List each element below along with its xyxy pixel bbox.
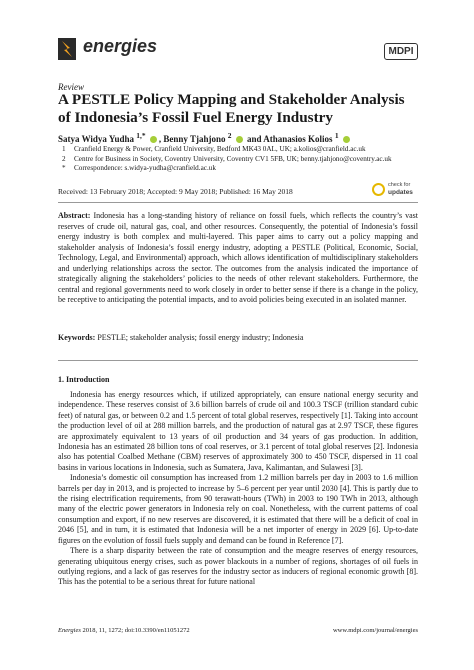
paper-title: A PESTLE Policy Mapping and Stakeholder Analysis of Indonesia’s Fossil Fuel Energy Industry — [58, 91, 405, 126]
abstract-label: Abstract: — [58, 211, 91, 220]
author-name[interactable]: Benny Tjahjono — [163, 134, 226, 144]
correspondence-text[interactable]: Correspondence: s.widya-yudha@cranfield.ac.uk — [74, 164, 216, 172]
author-marks: 1 — [334, 131, 339, 140]
author-joiner: and — [244, 134, 264, 144]
keywords-label: Keywords: — [58, 333, 96, 342]
divider — [58, 360, 418, 361]
orcid-icon[interactable] — [343, 136, 350, 143]
affiliation-mark: 1 — [62, 145, 66, 153]
publisher-logo: MDPI — [384, 43, 418, 60]
affiliation-mark: 2 — [62, 154, 66, 163]
affiliation — [62, 164, 418, 174]
article-type: Review — [58, 82, 84, 92]
author-name[interactable]: Satya Widya Yudha — [58, 134, 135, 144]
author-list — [58, 131, 418, 144]
affiliation-text: Cranfield Energy & Power, Cranfield University, Bedford MK43 0AL, UK; a.kolios@cranfield.ac.uk — [74, 145, 366, 153]
journal-name: energies — [83, 36, 158, 56]
journal-header — [58, 38, 418, 74]
paragraph: There is a sharp disparity between the rate of consumption and the meagre reserves of energy resources, generating ubiquitous energy crises, such as power blackouts in a number of regions, shortages of oil fuels in outlying regions, and a lack of gas reserves for the industry sector as inducers of regional economic growth [8]. This has the potential to be a serious threat for future national — [58, 546, 418, 587]
orcid-icon[interactable] — [236, 136, 243, 143]
divider — [58, 202, 418, 203]
journal-logo-icon — [58, 38, 76, 60]
keywords — [58, 333, 418, 344]
footer-citation — [58, 627, 190, 634]
paragraph: Indonesia has energy resources which, if utilized appropriately, can ensure national energy security and independence. These reserves consist of 3.6 billion barrels of crude oil and 100.3 TSCF (trillion standard cubic feet) of natural gas, or between 0.2 and 1.5 percent of total global reserves, respectively [1]. Taking into account the production level of oil at 288 million barrels, and the production of natural gas at 2.97 TSCF, these figures are approximately equivalent to 13 years of oil production and 34 years of gas production. In addition, Indonesia has an estimated 28 billion tons of coal reserves, or 3.1 percent of total global reserves [2]. Indonesia also has potential Coalbed Methane (CBM) reserves of approximately 300 to 450 TSCF, dispersed in 11 coal basins in various locations in Indonesia, such as Sumatera, Java, Kalimantan, and Sulawesi [3]. — [58, 390, 418, 472]
affiliation — [62, 155, 418, 165]
affiliation — [62, 145, 418, 155]
check-updates-line2: updates — [388, 189, 413, 196]
author-marks: 2 — [227, 131, 232, 140]
check-for-updates-button[interactable] — [372, 182, 418, 198]
abstract-text: Indonesia has a long-standing history of reliance on fossil fuels, which reflects the country’s vast reserves of crude oil, natural gas, coal, and other resources. Consequently, the potential of Indonesia’s fossil energy industry is both complex and multi-layered. This paper aims to carry out a policy mapping and stakeholder analysis of Indonesia’s fossil energy industry, adopting a PESTLE (Political, Economic, Social, Technology, Legal, and Environmental) approach, which allows identification of multidisciplinary stakeholders and underlying relationships across the sector. The outcomes from the analysis indicated the importance of strategically aligning the stakeholders’ policies to the needs of other relevant stakeholders. Furthermore, the central and regional governments need to work closely in order to better sense if there is a change in the policy, be receptive to anticipating the potential impacts, and to avoid policies being executed in an isolated manner. — [58, 211, 419, 304]
affiliation-text: Centre for Business in Society, Coventry University, Coventry CV1 5FB, UK; benny.tjahjono@coventry.ac.uk — [74, 154, 392, 163]
footer-journal: Energies — [58, 627, 81, 634]
orcid-icon[interactable] — [150, 136, 157, 143]
body-text — [58, 390, 418, 588]
author-name[interactable]: Athanasios Kolios — [263, 134, 333, 144]
check-updates-line1: check for — [388, 182, 411, 188]
abstract — [58, 211, 418, 306]
keywords-text: PESTLE; stakeholder analysis; fossil energy industry; Indonesia — [97, 333, 304, 342]
section-heading: 1. Introduction — [58, 375, 110, 384]
affiliations — [62, 145, 418, 174]
publication-dates: Received: 13 February 2018; Accepted: 9 May 2018; Published: 16 May 2018 — [58, 187, 293, 196]
author-marks: 1,* — [136, 131, 146, 140]
check-updates-label — [388, 182, 413, 197]
author-joiner: , — [158, 134, 164, 144]
check-updates-icon — [372, 183, 385, 196]
footer-citation-text: 2018, 11, 1272; doi:10.3390/en11051272 — [80, 627, 190, 634]
paragraph: Indonesia’s domestic oil consumption has increased from 1.2 million barrels per day in 2003 to 1.6 million barrels per day in 2013, and is projected to increase by 5–6 percent per year until 2030 [4]. This is partly due to the rising electrification requirements, from 90 terawatt-hours (TWh) in 2003 to 190 TWh in 2013, although many of the electric power generators in Indonesia rely on coal. Nonetheless, with the current patterns of coal consumption and export, if no new reserves are discovered, it is estimated that there will be a deficit of coal in 2046 [5], and in turn, it is estimated that Indonesia will be a net importer of energy in 2029 [6]. Up-to-date figures on the evolution of fossil fuels supply and demand can be found in Reference [7]. — [58, 473, 418, 545]
affiliation-mark: * — [62, 164, 66, 172]
footer-url[interactable]: www.mdpi.com/journal/energies — [332, 627, 418, 634]
